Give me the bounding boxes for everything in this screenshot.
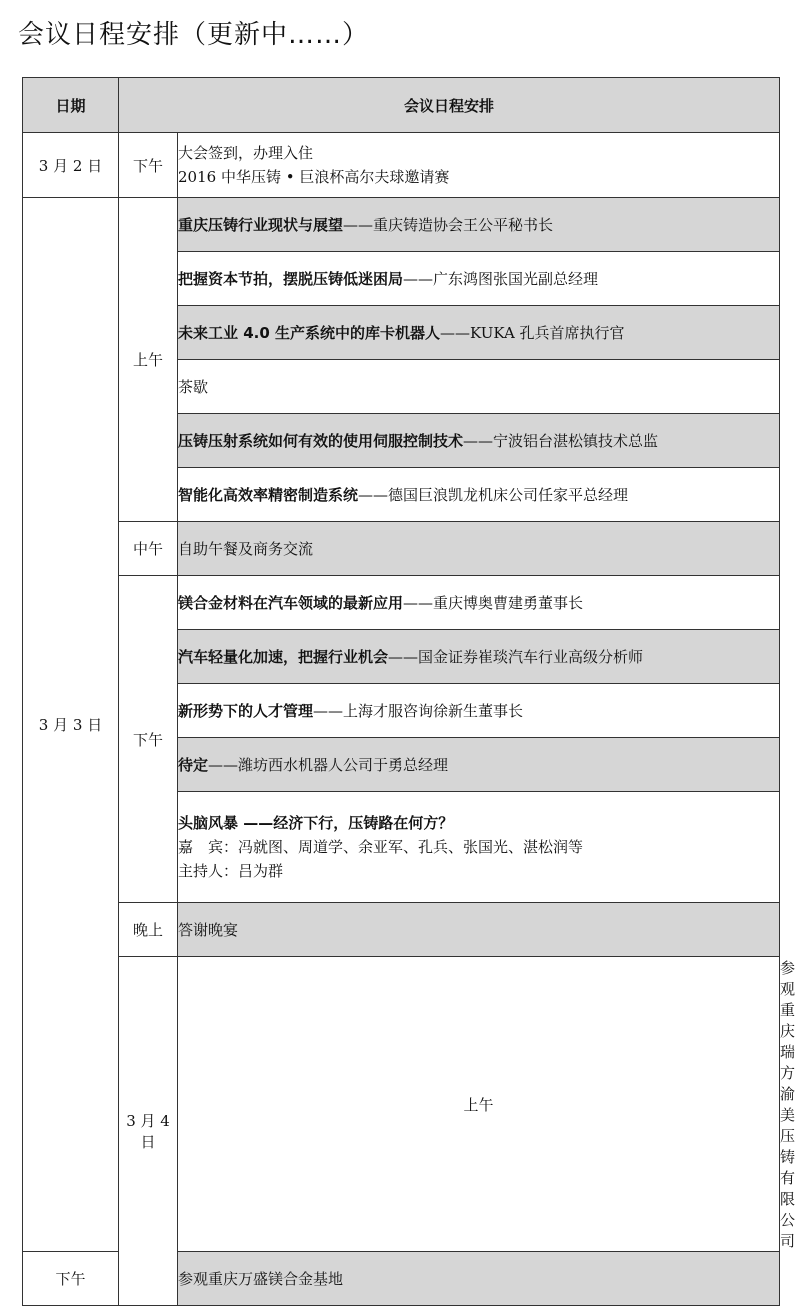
table-row — [23, 198, 780, 252]
period-cell: 下午 — [119, 576, 178, 903]
period-cell: 下午 — [119, 133, 178, 198]
talk-speaker: ——潍坊西水机器人公司于勇总经理 — [208, 756, 449, 774]
date-cell: 3 月 4 日 — [119, 957, 178, 1306]
talk-title: 待定 — [178, 756, 209, 774]
table-row — [23, 576, 780, 630]
period-cell: 上午 — [178, 957, 780, 1252]
talk-speaker: ——德国巨浪凯龙机床公司任家平总经理 — [358, 486, 629, 504]
talk-title: 新形势下的人才管理 — [178, 702, 314, 720]
schedule-item — [178, 360, 780, 414]
talk-title: 重庆压铸行业现状与展望 — [178, 216, 344, 234]
item-line: 2016 中华压铸 • 巨浪杯高尔夫球邀请赛 — [178, 168, 450, 186]
talk-speaker: ——重庆铸造协会王公平秘书长 — [343, 216, 554, 234]
schedule-item — [178, 306, 780, 360]
schedule-item — [178, 198, 780, 252]
talk-speaker: ——广东鸿图张国光副总经理 — [403, 270, 599, 288]
period-cell: 上午 — [119, 198, 178, 522]
header-date: 日期 — [23, 78, 119, 133]
break-label: 茶歇 — [178, 378, 209, 396]
schedule-item — [178, 252, 780, 306]
talk-speaker: ——国金证券崔琰汽车行业高级分析师 — [388, 648, 644, 666]
header-schedule: 会议日程安排 — [119, 78, 780, 133]
talk-speaker: ——宁波铝台湛松镇技术总监 — [463, 432, 659, 450]
schedule-item — [178, 738, 780, 792]
table-header-row — [23, 78, 780, 133]
table-row — [23, 903, 780, 957]
period-cell: 中午 — [119, 522, 178, 576]
table-row: 3 月 4 日 上午 参观重庆瑞方渝美压铸有限公司 — [23, 957, 780, 1252]
talk-title: 未来工业 4.0 生产系统中的库卡机器人 — [178, 324, 441, 342]
item-line: 大会签到，办理入住 — [178, 144, 314, 162]
schedule-item — [178, 133, 780, 198]
forum-title: 头脑风暴 ——经济下行，压铸路在何方？ — [178, 814, 454, 832]
talk-title: 镁合金材料在汽车领域的最新应用 — [178, 594, 404, 612]
date-cell: 3 月 2 日 — [23, 133, 119, 198]
talk-speaker: ——上海才服咨询徐新生董事长 — [313, 702, 524, 720]
date-cell: 3 月 3 日 — [23, 198, 119, 1252]
schedule-item — [178, 684, 780, 738]
schedule-item — [178, 630, 780, 684]
schedule-item — [178, 576, 780, 630]
period-cell: 下午 — [23, 1252, 119, 1306]
period-cell: 晚上 — [119, 903, 178, 957]
talk-speaker: ——KUKA 孔兵首席执行官 — [440, 324, 625, 342]
schedule-item — [178, 792, 780, 903]
schedule-table — [22, 77, 796, 1306]
table-row — [23, 522, 780, 576]
talk-title: 压铸压射系统如何有效的使用伺服控制技术 — [178, 432, 464, 450]
schedule-item: 参观重庆万盛镁合金基地 — [178, 1252, 780, 1306]
talk-title: 智能化高效率精密制造系统 — [178, 486, 359, 504]
schedule-item — [178, 468, 780, 522]
schedule-item — [178, 414, 780, 468]
schedule-item: 自助午餐及商务交流 — [178, 522, 780, 576]
schedule-item: 答谢晚宴 — [178, 903, 780, 957]
forum-host: 主持人：吕为群 — [178, 862, 284, 880]
talk-title: 把握资本节拍，摆脱压铸低迷困局 — [178, 270, 404, 288]
talk-title: 汽车轻量化加速，把握行业机会 — [178, 648, 389, 666]
forum-guests: 嘉 宾：冯就图、周道学、余亚军、孔兵、张国光、湛松润等 — [178, 838, 584, 856]
talk-speaker: ——重庆博奥曹建勇董事长 — [403, 594, 584, 612]
page-title: 会议日程安排（更新中……） — [18, 20, 370, 50]
table-row — [23, 133, 780, 198]
